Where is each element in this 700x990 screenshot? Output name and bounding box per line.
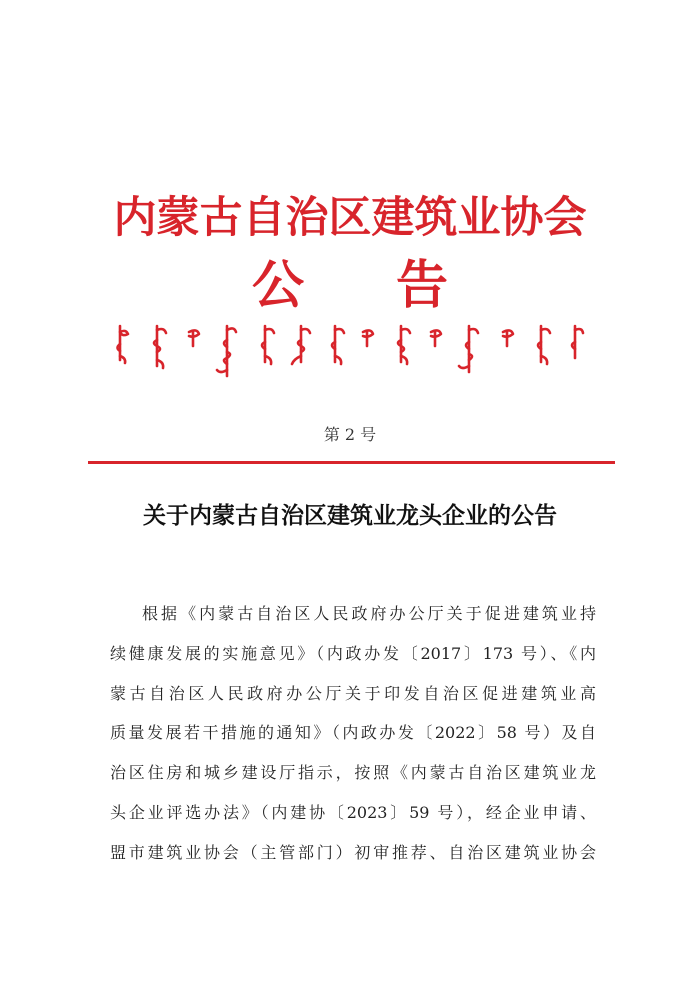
mongol-word-7 — [332, 326, 344, 364]
mongol-word-3 — [189, 330, 199, 346]
document-type-heading — [0, 256, 700, 316]
body-line: 治区住房和城乡建设厅指示，按照《内蒙古自治区建筑业龙 — [110, 763, 596, 783]
body-line: 续健康发展的实施意见》（内政办发〔2017〕173 号）、《内 — [110, 643, 596, 663]
body-line: 盟市建筑业协会（主管部门）初审推荐、自治区建筑业协会 — [110, 842, 596, 862]
mongolian-script-header — [115, 322, 585, 382]
document-title: 关于内蒙古自治区建筑业龙头企业的公告 — [143, 502, 557, 529]
mongol-word-11 — [459, 326, 478, 372]
body-paragraph — [110, 594, 596, 873]
mongol-word-14 — [572, 326, 583, 358]
red-divider-line — [88, 461, 615, 464]
mongol-word-2 — [154, 326, 166, 368]
mongol-word-9 — [398, 326, 410, 364]
body-line: 蒙古自治区人民政府办公厅关于印发自治区促进建筑业高 — [110, 683, 596, 703]
body-line: 头企业评选办法》（内建协〔2023〕59 号），经企业申请、 — [110, 802, 596, 822]
mongol-word-1 — [118, 326, 129, 363]
mongol-word-5 — [262, 326, 274, 364]
document-number: 第 2 号 — [323, 425, 377, 444]
mongol-word-8 — [363, 330, 373, 346]
organization-name: 内蒙古自治区建筑业协会 — [113, 193, 587, 243]
body-line: 根据《内蒙古自治区人民政府办公厅关于促进建筑业持 — [142, 604, 596, 623]
doc-type-char-2: 告 — [396, 255, 449, 316]
mongol-word-6 — [292, 326, 310, 364]
mongol-word-4 — [217, 326, 236, 376]
mongol-word-10 — [431, 330, 441, 346]
doc-type-char-1: 公 — [251, 255, 304, 316]
body-line: 质量发展若干措施的通知》（内政办发〔2022〕58 号）及自 — [110, 723, 596, 743]
mongol-word-12 — [503, 330, 513, 346]
mongol-word-13 — [538, 326, 550, 364]
